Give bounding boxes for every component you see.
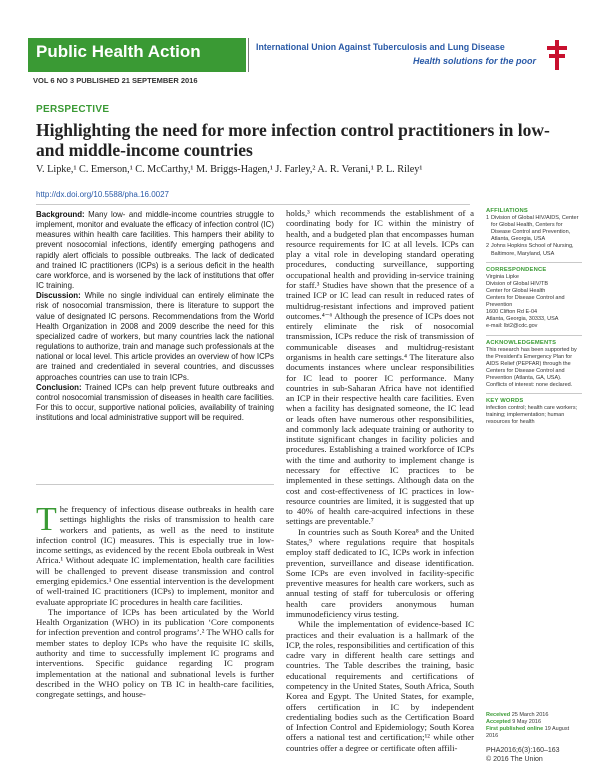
correspondence-line: 1600 Clifton Rd E-04: [486, 309, 538, 316]
conclusion-text: Trained ICPs can help prevent future outbreaks and control nosocomial transmission of diseases in health care facilities. For this to occur, supportive national policies, availability of training institutions and local administrative support will be required.: [36, 382, 274, 423]
union-tagline: Health solutions for the poor: [413, 56, 536, 66]
sidebar-divider: [486, 335, 582, 336]
correspondence-line: Virginia Lipke: [486, 273, 519, 280]
conclusion-label: Conclusion:: [36, 382, 82, 392]
correspondence-line: Center for Global Health: [486, 287, 546, 294]
acknowledgements-text: This research has been supported by the President's Emergency Plan for AIDS Relief (PEPFAR) through the Centers for Disease Control and Prevention (Atlanta, GA, USA).: [486, 346, 577, 381]
correspondence-email[interactable]: e-mail: lbt2@cdc.gov: [486, 323, 538, 330]
background-label: Background:: [36, 210, 85, 219]
abstract-discussion: [36, 291, 274, 382]
citation-block: [486, 746, 586, 764]
doi-link[interactable]: http://dx.doi.org/10.5588/pha.16.0027: [36, 190, 169, 199]
abstract-background: [36, 210, 274, 291]
body-paragraph: The importance of ICPs has been articulated by the World Health Organization (WHO) in its publication ‘Core components for infection prevention and control programs’.² The WHO calls for member states to deploy ICPs who have the requisite IC skills, authority and time to successfully implement IC programs and interventions. Specific guidance regarding IC program implementation at the national and subnational levels is further described in the WHO policy on TB IC in health-care facilities, congregate settings, and house-: [36, 606, 274, 700]
copyright: © 2016 The Union: [486, 756, 543, 763]
publication-dates: [486, 712, 582, 740]
affiliations-list: [486, 215, 582, 258]
discussion-label: Discussion:: [36, 291, 81, 301]
author-list: V. Lipke,¹ C. Emerson,¹ C. McCarthy,¹ M. Briggs-Hagen,¹ J. Farley,² A. R. Verani,¹ P. L. Riley¹: [36, 164, 423, 175]
final-line: First published online 19 August 2016: [486, 726, 570, 740]
body-column-1: [36, 501, 274, 700]
correspondence-line: Atlanta, Georgia, 30333, USA: [486, 316, 559, 323]
body-paragraph: holds,³ which recommends the establishment of a coordinating body for IC within the ministry of health, and a budgeted plan that encompasses human resource requirements for IC at all levels. ICPs can play a vital role in developing standard operating procedures, conducting surveillance, supporting occupational health and providing in-service training for staff.³ Studies have shown that the presence of a trained ICP or IC lead can result in reduced rates of multidrug-resistant infections and improved patient outcomes.⁴⁻⁶ Although the presence of ICPs does not entirely eliminate the risk of nosocomial transmission, ICPs reduce the risk of transmission of communicable diseases and multidrug-resistant organisms in health care settings.⁴ The literature also documents instances where unclear responsibilities for IC lead to poorer IC performance. Many countries in sub-Saharan Africa have not identified an ICP in their respective health care facilities. Even when a facility has designated someone, the IC lead or leads often have numerous other responsibilities, and commonly lack adequate training or authority to institute significant changes in facility policies and procedures. Establishing a trained workforce of ICPs with the time and authority to implement change is necessary for effective IC practices to be implemented in these settings. Although data on the cost and cost-effectiveness of IC practices in low-resource countries are limited, it is suggested that up to 40% of health care-acquired infections in these settings are preventable.⁷: [286, 208, 474, 527]
issue-line: VOL 6 NO 3 PUBLISHED 21 SEPTEMBER 2016: [33, 76, 198, 85]
header-divider: [248, 38, 249, 72]
conflicts-text: Conflicts of interest: none declared.: [486, 382, 573, 389]
keywords-heading: KEY WORDS: [486, 398, 524, 405]
background-text: Many low- and middle-income countries struggle to implement, monitor and evaluate the efficacy of infection control (IC) measures within health care facilities. This hampers their ability to prevent nosocomial infections, identify emerging pathogens and rapidly alert officials to possible outbreaks. The lack of dedicated and trained IC practitioners (ICPs) is a serious deficit in the health care workforce, and is worsened by the lack of institutions that offer IC training.: [36, 210, 275, 291]
abstract: [36, 210, 274, 423]
drop-cap: T: [36, 501, 57, 538]
union-name: International Union Against Tuberculosis and Lung Disease: [256, 42, 505, 52]
paragraph-text: he frequency of infectious disease outbreaks in health care settings highlights the risks of transmission to health care workers and patients, as well as the need to institute infection control (IC) measures. This is especially true in low-income settings, as evidenced by the recent Ebola outbreak in West Africa.¹ Without adequate IC implementation, health care facilities will be challenged to prevent disease transmission and control emerging epidemics.¹ One essential intervention is the development of well-trained IC practitioners (ICPs) to implement, monitor and evaluate appropriate IC procedures in health care facilities.: [36, 504, 274, 607]
correspondence-heading: CORRESPONDENCE: [486, 266, 547, 273]
discussion-text: While no single individual can entirely eliminate the risk of nosocomial transmission, there is literature to support the value of designated IC persons. Recommendations from the World Health Organization in 2008 and 2009 describe the need for this specialized cadre of workers, but many countries lack the national regulations to authorize, train and manage such professionals at the national or local level. This article provides an overview of how ICPs are trained and credentialed in several countries, and discusses approaches countries can use to train ICPs.: [36, 291, 274, 382]
body-paragraph: While the implementation of evidence-based IC practices and their evaluation is a hallmark of the ICP, the roles, responsibilities and certification of this cadre vary in different health care settings and countries. The Table describes the training, basic educational requirements and certifications of competency in the United States, South Africa, South Korea and Egypt. The United States, for example, offers certification in IC by independent credentialing bodies such as the Certification Board of Infection Control and Epidemiology; South Korea offers a national test and certification;¹² while other countries offer a degree or certificate often affili-: [286, 619, 474, 753]
sidebar-divider: [486, 393, 582, 394]
body-column-2: [286, 208, 474, 753]
section-label: PERSPECTIVE: [36, 104, 110, 115]
correspondence-line: Centers for Disease Control and Prevention: [486, 295, 565, 309]
abstract-divider: [36, 484, 274, 485]
list-item: 1 Division of Global HIV/AIDS, Center for Global Health, Centers for Disease Control and Prevention, Atlanta, Georgia, USA: [486, 215, 579, 243]
accepted-line: Accepted 9 May 2016: [486, 719, 542, 726]
abstract-conclusion: [36, 383, 274, 424]
sidebar-divider: [486, 262, 582, 263]
citation: PHA2016;6(3):160–163: [486, 747, 560, 754]
body-paragraph: [36, 501, 274, 607]
keywords-text: infection control; health care workers; training; implementation; human resources for health: [486, 405, 578, 426]
union-cross-logo-icon: [540, 38, 574, 72]
doi-divider: [36, 204, 470, 205]
journal-name: Public Health Action: [36, 42, 201, 61]
sidebar: [486, 208, 582, 427]
acknowledgements-heading: ACKNOWLEDGEMENTS: [486, 339, 557, 346]
received-line: Received 25 March 2016: [486, 712, 549, 718]
correspondence-line: Division of Global HIV/TB: [486, 280, 549, 287]
list-item: 2 Johns Hopkins School of Nursing, Baltimore, Maryland, USA: [486, 243, 574, 257]
body-paragraph: In countries such as South Korea⁸ and the United States,⁹ where regulations require that hospitals employ staff dedicated to IC, ICPs work in infection prevention, surveillance and disease identification. Some ICPs are even involved in facility-specific preventive measures for health care workers, such as annual testing of staff for tuberculosis or offering health care providers anonymous human immunodeficiency virus testing.: [286, 526, 474, 619]
article-title: Highlighting the need for more infection control practitioners in low- and middle-income countries: [36, 120, 550, 160]
affiliations-heading: AFFILIATIONS: [486, 208, 528, 214]
